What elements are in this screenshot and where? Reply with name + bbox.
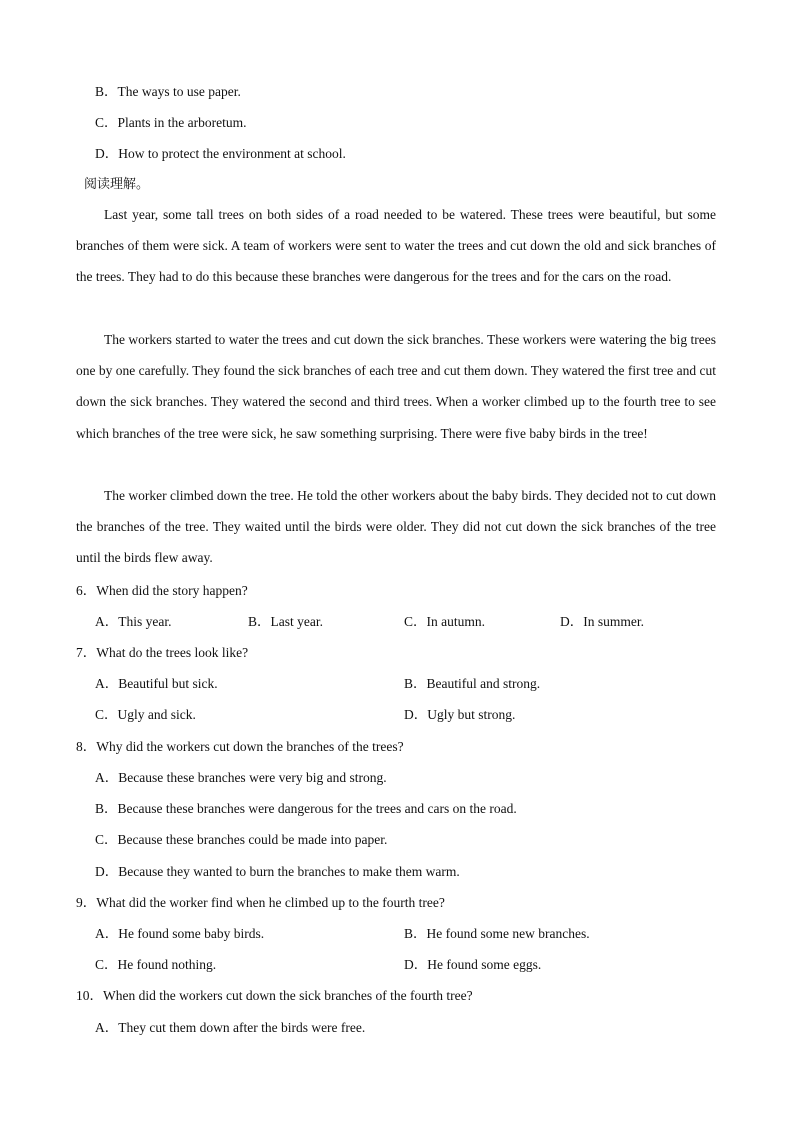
q9-option-a: A．He found some baby birds. [95, 926, 265, 941]
question-stem-7: 7．What do the trees look like? [76, 645, 249, 660]
q7-option-c: C．Ugly and sick. [95, 707, 196, 722]
q7-option-a: A．Beautiful but sick. [95, 676, 218, 691]
prev-option-c: C．Plants in the arboretum. [95, 115, 247, 130]
q9-option-b: B．He found some new branches. [404, 926, 590, 941]
q6-option-b: B．Last year. [248, 614, 323, 629]
question-stem-9: 9．What did the worker find when he climbed up to the fourth tree? [76, 895, 445, 910]
passage-paragraph-3: The worker climbed down the tree. He told the other workers about the baby birds. They decided not to cut down the branches of the tree. They waited until the birds were older. They did not cut down the sick branches of the tree until the birds flew away. [76, 488, 716, 566]
section-title: 阅读理解。 [84, 177, 150, 192]
q9-option-c: C．He found nothing. [95, 957, 217, 972]
q7-option-d: D．Ugly but strong. [404, 707, 516, 722]
q10-option-a: A．They cut them down after the birds were free. [95, 1020, 366, 1035]
q9-option-d: D．He found some eggs. [404, 957, 542, 972]
q7-option-b: B．Beautiful and strong. [404, 676, 541, 691]
q6-option-a: A．This year. [95, 614, 172, 629]
q8-option-a: A．Because these branches were very big and strong. [95, 770, 387, 785]
prev-option-d: D．How to protect the environment at school. [95, 146, 346, 161]
question-stem-8: 8．Why did the workers cut down the branches of the trees? [76, 739, 404, 754]
q8-option-b: B．Because these branches were dangerous for the trees and cars on the road. [95, 801, 517, 816]
question-stem-10: 10．When did the workers cut down the sick branches of the fourth tree? [76, 988, 473, 1003]
q6-option-d: D．In summer. [560, 614, 644, 629]
q8-option-d: D．Because they wanted to burn the branches to make them warm. [95, 864, 460, 879]
q6-option-c: C．In autumn. [404, 614, 485, 629]
q8-option-c: C．Because these branches could be made into paper. [95, 832, 388, 847]
passage-paragraph-2: The workers started to water the trees and cut down the sick branches. These workers were watering the big trees one by one carefully. They found the sick branches of each tree and cut them down. They watered the first tree and cut down the sick branches. They watered the second and third trees. When a worker climbed up to the fourth tree to see which branches of the tree were sick, he saw something surprising. There were five baby birds in the tree! [76, 332, 716, 441]
passage-paragraph-1: Last year, some tall trees on both sides of a road needed to be watered. These trees were beautiful, but some branches of them were sick. A team of workers were sent to water the trees and cut down the old and sick branches of the trees. They had to do this because these branches were dangerous for the trees and for the cars on the road. [76, 207, 716, 285]
question-stem-6: 6．When did the story happen? [76, 583, 248, 598]
prev-option-b: B．The ways to use paper. [95, 84, 241, 99]
